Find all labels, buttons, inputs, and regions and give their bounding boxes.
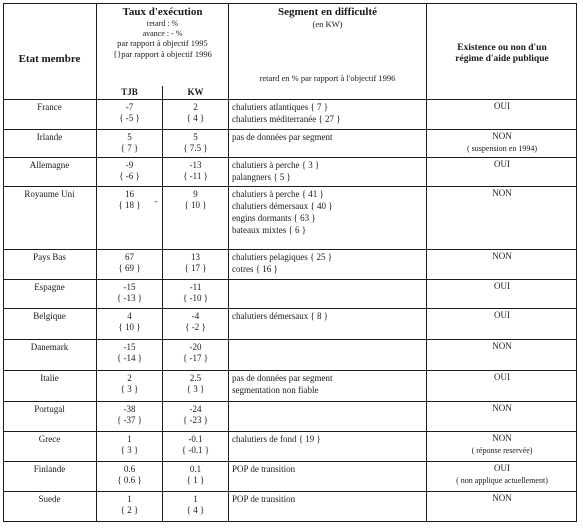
cell-kw-1996: { 4 } <box>186 113 205 123</box>
table-row <box>3 279 577 308</box>
cell-tjb-1996: { 3 } <box>120 384 139 394</box>
cell-kw: -24 <box>189 404 202 414</box>
cell-tjb: 0.6 <box>123 464 136 474</box>
cell-regime: OUI <box>494 159 510 169</box>
header-etat-membre: Etat membre <box>18 53 81 65</box>
cell-kw: 13 <box>191 252 200 262</box>
cell-regime: OUI <box>494 101 510 111</box>
row-rule <box>3 279 577 280</box>
cell-segment-line: engins dormants { 63 } <box>232 213 316 223</box>
cell-regime: NON <box>492 341 512 351</box>
cell-state: Finlande <box>33 464 66 474</box>
header-segment <box>229 6 426 29</box>
cell-regime: NON <box>492 403 512 413</box>
row-rule <box>3 186 577 187</box>
cell-kw-1996: { 10 } <box>184 200 207 210</box>
cell-tjb-1996: { -13 } <box>116 293 143 303</box>
header-col-tjb: TJB <box>121 87 138 97</box>
cell-kw: -0.1 <box>188 434 203 444</box>
cell-kw-1996: { 4 } <box>186 505 205 515</box>
cell-state: Royaume Uni <box>24 189 75 199</box>
cell-tjb-1996: { 69 } <box>118 263 141 273</box>
cell-segment-line: cotres { 16 } <box>232 264 278 274</box>
cell-tjb-1996: { 0.6 } <box>117 475 142 485</box>
cell-regime-note: ( suspension en 1994) <box>467 144 537 153</box>
cell-regime: NON <box>492 131 512 141</box>
row-rule <box>3 339 577 340</box>
cell-tjb: -15 <box>123 342 136 352</box>
cell-segment-line: POP de transition <box>232 464 296 474</box>
table-row <box>3 491 577 522</box>
header-ref-1995: par rapport à objectif 1995 <box>117 38 208 49</box>
table-row <box>3 157 577 186</box>
table-row <box>3 99 577 129</box>
cell-regime: OUI <box>494 463 510 473</box>
cell-tjb-1996: { -14 } <box>116 353 143 363</box>
header-segment-note: retard en % par rapport à l'objectif 1996 <box>259 73 396 83</box>
row-rule <box>3 461 577 462</box>
header-avance-line: avance : - % <box>142 28 183 38</box>
table-row <box>3 401 577 431</box>
row-rule <box>3 370 577 371</box>
table-row <box>3 339 577 370</box>
cell-state: Grece <box>38 434 61 444</box>
cell-kw-1996: { -23 } <box>182 415 209 425</box>
cell-kw-1996: { -10 } <box>182 293 209 303</box>
cell-tjb-1996: { -37 } <box>116 415 143 425</box>
cell-tjb: 2 <box>127 373 132 383</box>
row-rule <box>3 308 577 309</box>
cell-segment-line: chalutiers atlantiques { 7 } <box>232 102 329 112</box>
cell-segment-line: chalutiers démersaux { 40 } <box>232 201 333 211</box>
cell-tjb-1996: { 2 } <box>120 505 139 515</box>
table-row <box>3 249 577 279</box>
table-row <box>3 308 577 339</box>
cell-tjb: -9 <box>125 160 134 170</box>
cell-kw-1996: { 17 } <box>184 263 207 273</box>
cell-regime: OUI <box>494 310 510 320</box>
row-rule <box>3 401 577 402</box>
cell-tjb: -7 <box>125 102 134 112</box>
cell-tjb: 5 <box>127 132 132 142</box>
cell-tjb-1996: { 3 } <box>120 445 139 455</box>
cell-tjb-1996: { 10 } <box>118 322 141 332</box>
cell-regime: OUI <box>494 372 510 382</box>
cell-tjb-1996: { 18 } <box>118 200 141 210</box>
cell-regime: NON <box>492 188 512 198</box>
cell-segment-line: chalutiers à perche { 41 } <box>232 189 324 199</box>
cell-tjb-1996: { -5 } <box>119 113 140 123</box>
cell-kw: -13 <box>189 160 202 170</box>
cell-kw: 9 <box>193 189 198 199</box>
header-ref-1996: {}par rapport à objectif 1996 <box>113 48 212 59</box>
cell-state: Pays Bas <box>33 252 66 262</box>
cell-tjb: 1 <box>127 494 132 504</box>
table-row <box>3 461 577 491</box>
cell-regime-note: ( non applique actuellement) <box>456 476 548 485</box>
cell-segment-line: POP de transition <box>232 494 296 504</box>
cell-segment-line: palangners { 5 } <box>232 172 291 182</box>
cell-state: Danemark <box>30 342 69 352</box>
cell-tjb: 16 <box>125 189 134 199</box>
cell-kw: -4 <box>191 311 200 321</box>
cell-kw: 2 <box>193 102 198 112</box>
cell-state: France <box>37 102 62 112</box>
cell-state: Allemagne <box>29 160 70 170</box>
row-rule <box>3 157 577 158</box>
cell-tjb: 1 <box>127 434 132 444</box>
cell-state: Italie <box>40 373 59 383</box>
cell-kw: 5 <box>193 132 198 142</box>
cell-segment-line: pas de données par segment <box>232 132 333 142</box>
cell-regime-note: ( réponse reservée) <box>471 446 533 455</box>
cell-state: Belgique <box>33 311 66 321</box>
cell-segment-line: chalutiers à perche { 3 } <box>232 160 320 170</box>
header-regime-line1: Existence ou non d'un <box>457 43 547 53</box>
cell-dash-mark: - <box>154 196 158 206</box>
cell-state: Suede <box>38 494 61 504</box>
header-segment-title: Segment en difficulté <box>278 6 377 18</box>
cell-tjb: -15 <box>123 282 136 292</box>
cell-kw-1996: { -11 } <box>183 171 208 181</box>
cell-segment-line: chalutiers démersaux { 8 } <box>232 311 329 321</box>
document-page <box>3 3 577 522</box>
cell-kw: -11 <box>189 282 202 292</box>
cell-regime: OUI <box>494 281 510 291</box>
cell-tjb: 67 <box>125 252 134 262</box>
header-taux <box>97 6 228 59</box>
cell-regime: NON <box>492 433 512 443</box>
cell-kw: 0.1 <box>189 464 202 474</box>
cell-tjb-1996: { 7 } <box>120 143 139 153</box>
header-retard-line: retard : % <box>146 19 179 29</box>
cell-kw-1996: { 1 } <box>186 475 205 485</box>
row-rule <box>3 249 577 250</box>
cell-segment-line: pas de données par segment <box>232 373 333 383</box>
cell-segment-line: segmentation non fiable <box>232 385 319 395</box>
cell-segment-line: chalutiers méditerranée { 27 } <box>232 114 341 124</box>
row-rule <box>3 129 577 130</box>
header-regime <box>427 43 577 66</box>
cell-regime: NON <box>492 493 512 503</box>
row-rule <box>3 431 577 432</box>
header-col-kw: KW <box>187 87 204 97</box>
header-segment-unit: (en KW) <box>312 19 343 30</box>
cell-kw-1996: { 7.5 } <box>183 143 208 153</box>
cell-kw: 2.5 <box>189 373 202 383</box>
cell-kw-1996: { -17 } <box>182 353 209 363</box>
cell-kw: -20 <box>189 342 202 352</box>
cell-state: Irlande <box>36 132 63 142</box>
table-row <box>3 431 577 461</box>
row-rule <box>3 491 577 492</box>
cell-tjb: -38 <box>123 404 136 414</box>
cell-segment-line: chalutiers pelagiques { 25 } <box>232 252 333 262</box>
cell-state: Espagne <box>34 282 65 292</box>
cell-kw-1996: { -0.1 } <box>181 445 210 455</box>
cell-state: Portugal <box>34 404 65 414</box>
table-row <box>3 186 577 249</box>
cell-kw-1996: { 3 } <box>186 384 205 394</box>
cell-tjb-1996: { -6 } <box>119 171 140 181</box>
cell-tjb: 4 <box>127 311 132 321</box>
cell-segment-line: chalutiers de fond { 19 } <box>232 434 321 444</box>
table-row <box>3 370 577 401</box>
table-row <box>3 129 577 157</box>
cell-kw-1996: { -2 } <box>185 322 206 332</box>
cell-regime: NON <box>492 251 512 261</box>
cell-segment-line: bateaux mixtes { 6 } <box>232 225 307 235</box>
header-taux-title: Taux d'exécution <box>122 6 203 18</box>
cell-kw: 1 <box>193 494 198 504</box>
header-regime-line2: régime d'aide publique <box>455 54 549 65</box>
